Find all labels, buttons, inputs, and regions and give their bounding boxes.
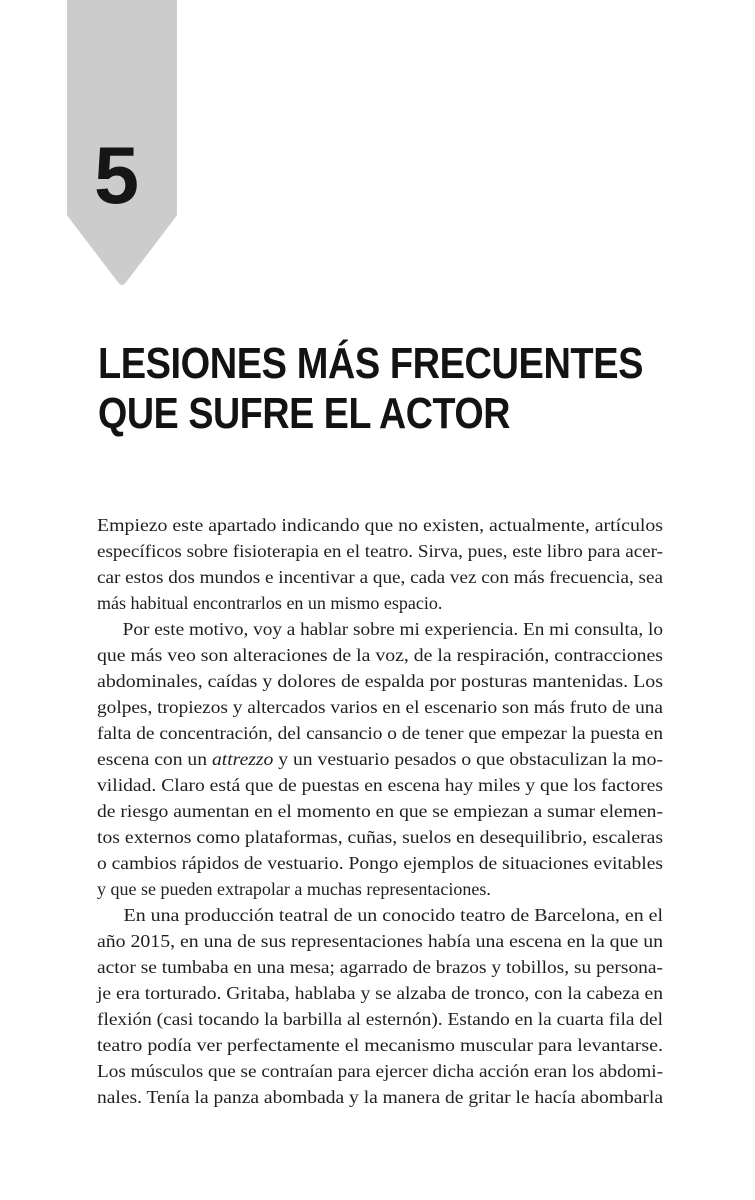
body-line-segment: escena con un (97, 749, 212, 769)
chapter-title-line2: QUE SUFRE EL ACTOR (98, 389, 510, 438)
body-line: Los músculos que se contraían para ejercer dicha acción eran los abdomi- (97, 1061, 663, 1081)
body-line: abdominales, caídas y dolores de espalda por posturas mantenidas. Los (97, 671, 663, 691)
body-line: car estos dos mundos e incentivar a que, cada vez con más frecuencia, sea (97, 567, 663, 587)
body-line: específicos sobre fisioterapia en el teatro. Sirva, pues, este libro para acer- (97, 541, 663, 561)
chapter-title-line1: LESIONES MÁS FRECUENTES (98, 339, 643, 388)
chapter-title (98, 339, 729, 439)
body-line: vilidad. Claro está que de puestas en escena hay miles y que los factores (97, 775, 663, 795)
body-line: je era torturado. Gritaba, hablaba y se alzaba de tronco, con la cabeza en (97, 983, 663, 1003)
body-line: golpes, tropiezos y altercados varios en el escenario son más fruto de una (97, 697, 663, 717)
body-line-paragraph-end: más habitual encontrarlos en un mismo espacio. (97, 593, 443, 613)
body-line: que más veo son alteraciones de la voz, de la respiración, contracciones (97, 645, 663, 665)
body-line-paragraph-start: Por este motivo, voy a hablar sobre mi experiencia. En mi consulta, lo (122, 619, 663, 639)
chapter-number: 5 (94, 131, 139, 221)
body-text (97, 512, 663, 1110)
body-line: tos externos como plataformas, cuñas, suelos en desequilibrio, escaleras (97, 827, 663, 847)
body-line: actor se tumbaba en una mesa; agarrado de brazos y tobillos, su persona- (97, 957, 663, 977)
body-line: teatro podía ver perfectamente el mecanismo muscular para levantarse. (97, 1035, 663, 1055)
body-line: Empiezo este apartado indicando que no existen, actualmente, artículos (97, 515, 663, 535)
italic-term: attrezzo (211, 749, 274, 769)
body-line: flexión (casi tocando la barbilla al esternón). Estando en la cuarta fila del (97, 1009, 663, 1029)
body-line-paragraph-end: y que se pueden extrapolar a muchas representaciones. (97, 879, 491, 899)
body-line: falta de concentración, del cansancio o de tener que empezar la puesta en (97, 723, 663, 743)
body-line-segment: y un vestuario pesados o que obstaculizan la mo- (273, 749, 663, 769)
body-line-paragraph-start: En una producción teatral de un conocido teatro de Barcelona, en el (123, 905, 664, 925)
body-line: o cambios rápidos de vestuario. Pongo ejemplos de situaciones evitables (97, 853, 663, 873)
body-line-with-italic (97, 746, 663, 772)
body-line: de riesgo aumentan en el momento en que se empiezan a sumar elemen- (97, 801, 663, 821)
body-line: nales. Tenía la panza abombada y la manera de gritar le hacía abombarla (97, 1087, 663, 1107)
body-line: año 2015, en una de sus representaciones había una escena en la que un (97, 931, 663, 951)
